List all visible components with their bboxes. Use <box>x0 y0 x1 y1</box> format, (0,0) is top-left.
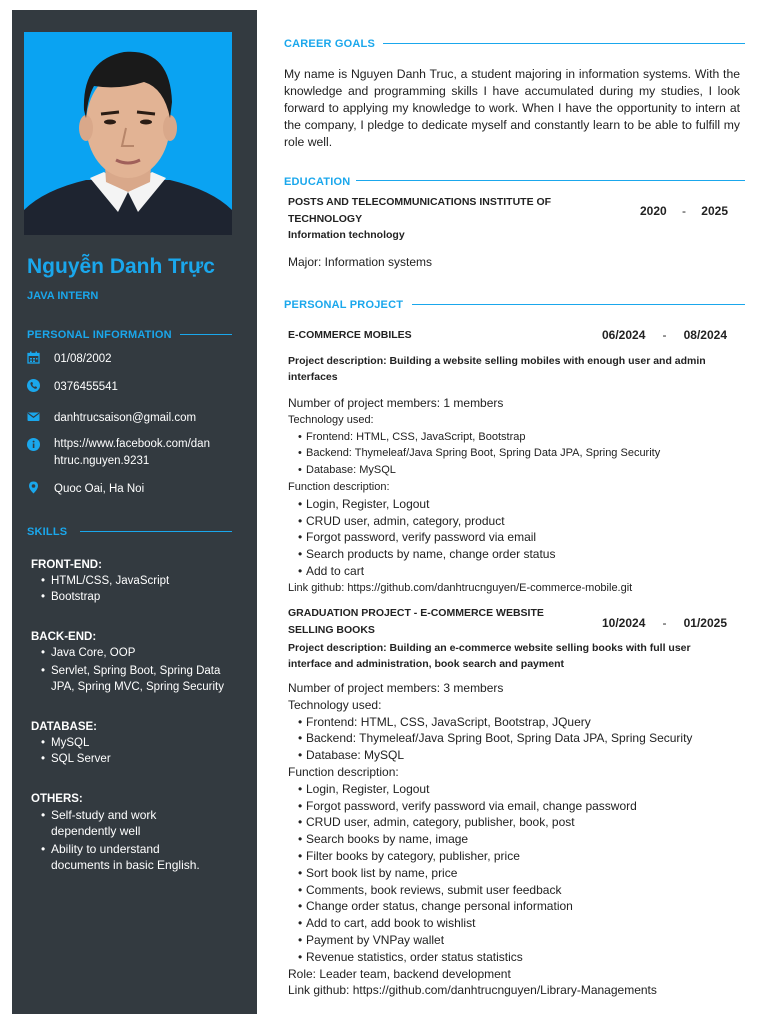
address-row <box>27 481 144 498</box>
email-icon <box>27 410 40 423</box>
location-pin-icon <box>27 481 40 494</box>
function-item: • Revenue statistics, order status statistics <box>288 949 738 966</box>
phone-row <box>27 379 118 396</box>
project-1-members: Number of project members: 1 members <box>288 396 504 410</box>
function-item: • Search books by name, image <box>288 831 738 848</box>
phone-text: 0376455541 <box>54 381 118 393</box>
function-item: • Login, Register, Logout <box>288 781 738 798</box>
facebook-row <box>27 436 210 470</box>
function-item: • Forgot password, verify password via email, change password <box>288 798 738 815</box>
education-divider <box>356 180 745 181</box>
skill-group-title: BACK-END: <box>31 631 97 643</box>
project-2-title-line1: GRADUATION PROJECT - E-COMMERCE WEBSITE <box>288 607 544 619</box>
project-2-github-link[interactable]: Link github: https://github.com/danhtrucnguyen/Library-Managements <box>288 983 657 998</box>
project-1-date-dash: - <box>662 328 667 342</box>
tech-item: • Frontend: HTML, CSS, JavaScript, Bootstrap <box>288 429 738 446</box>
career-goals-divider <box>383 43 745 44</box>
project-1-github-link[interactable]: Link github: https://github.com/danhtrucnguyen/E-commerce-mobile.git <box>288 581 633 594</box>
skill-item: • Servlet, Spring Boot, Spring Data <box>31 663 224 679</box>
skills-heading: SKILLS <box>27 526 68 538</box>
project-1-func-label: Function description: <box>288 480 390 493</box>
email-row <box>27 410 196 427</box>
skill-item: • Ability to understand <box>31 841 200 857</box>
skill-item: • MySQL <box>31 735 111 751</box>
project-2-title <box>288 605 578 639</box>
function-item: • CRUD user, admin, category, publisher, book, post <box>288 814 738 831</box>
tech-item: • Backend: Thymeleaf/Java Spring Boot, Spring Data JPA, Spring Security <box>288 445 738 462</box>
project-2-members: Number of project members: 3 members <box>288 681 504 695</box>
calendar-icon <box>27 351 40 364</box>
facebook-link-line2[interactable]: htruc.nguyen.9231 <box>54 455 150 467</box>
project-2-body <box>288 680 738 999</box>
email-text[interactable]: danhtrucsaison@gmail.com <box>54 412 197 424</box>
function-item: • Filter books by category, publisher, price <box>288 848 738 865</box>
skill-item: • SQL Server <box>31 751 111 767</box>
personal-info-divider <box>180 334 232 335</box>
project-1-body <box>288 395 738 597</box>
skill-group-frontend <box>31 559 169 605</box>
function-item: • Add to cart <box>288 563 738 580</box>
skill-group-others <box>31 793 200 873</box>
project-1-title: E-COMMERCE MOBILES <box>288 329 412 341</box>
skill-item-continued: JPA, Spring MVC, Spring Security <box>51 681 224 693</box>
function-item: • Sort book list by name, price <box>288 865 738 882</box>
tech-item: • Database: MySQL <box>288 747 738 764</box>
skills-divider <box>80 531 232 532</box>
facebook-link[interactable] <box>54 436 210 470</box>
project-2-func-label: Function description: <box>288 764 399 779</box>
education-start: 2020 <box>640 204 667 218</box>
address-text: Quoc Oai, Ha Noi <box>54 483 145 495</box>
phone-icon <box>27 379 40 392</box>
project-2-date-dash: - <box>662 616 667 630</box>
education-heading: EDUCATION <box>284 176 351 188</box>
project-2-tech-label: Technology used: <box>288 697 382 712</box>
projects-heading: PERSONAL PROJECT <box>284 299 404 311</box>
function-item: • Comments, book reviews, submit user feedback <box>288 882 738 899</box>
skill-group-database <box>31 721 111 767</box>
project-1-start: 06/2024 <box>602 328 646 342</box>
skill-group-title: DATABASE: <box>31 721 98 733</box>
school-name-line1: POSTS AND TELECOMMUNICATIONS INSTITUTE OF <box>288 196 552 208</box>
project-2-role: Role: Leader team, backend development <box>288 966 511 981</box>
career-goals-heading: CAREER GOALS <box>284 38 376 50</box>
project-2-title-line2: SELLING BOOKS <box>288 624 375 636</box>
profile-photo <box>24 32 232 235</box>
skill-item: • Java Core, OOP <box>31 645 224 661</box>
education-major: Major: Information systems <box>288 255 433 269</box>
projects-divider <box>412 304 745 305</box>
personal-info-heading: PERSONAL INFORMATION <box>27 329 172 341</box>
function-item: • Add to cart, add book to wishlist <box>288 915 738 932</box>
education-dates <box>640 204 728 218</box>
skill-item: • Self-study and work <box>31 807 200 823</box>
birthday-text: 01/08/2002 <box>54 353 112 365</box>
function-item: • Forgot password, verify password via email <box>288 529 738 546</box>
tech-item: • Backend: Thymeleaf/Java Spring Boot, Spring Data JPA, Spring Security <box>288 730 738 747</box>
skill-item-continued: dependently well <box>51 824 141 838</box>
education-date-dash: - <box>682 204 686 218</box>
project-1-tech-label: Technology used: <box>288 413 374 426</box>
skill-group-title: FRONT-END: <box>31 559 102 571</box>
project-1-description: Project description: Building a website selling mobiles with enough user and admin interfaces <box>288 355 706 383</box>
school-name-line2: TECHNOLOGY <box>288 213 363 225</box>
candidate-name: Nguyễn Danh Trực <box>27 255 215 278</box>
project-2-dates <box>602 616 727 630</box>
skill-group-title: OTHERS: <box>31 793 83 805</box>
project-1-end: 08/2024 <box>683 328 727 342</box>
function-item: • Change order status, change personal information <box>288 898 738 915</box>
education-field: Information technology <box>288 229 405 241</box>
school-name <box>288 194 588 228</box>
project-1-dates <box>602 328 727 342</box>
project-2-end: 01/2025 <box>683 616 727 630</box>
project-2-start: 10/2024 <box>602 616 646 630</box>
facebook-link-line1[interactable]: https://www.facebook.com/dan <box>54 438 210 450</box>
skill-item: • Bootstrap <box>31 589 169 605</box>
candidate-role: JAVA INTERN <box>27 290 99 302</box>
sidebar <box>12 10 257 1014</box>
project-2-description: Project description: Building an e-commerce website selling books with full user interface and administration, book search and payment <box>288 642 691 670</box>
function-item: • Login, Register, Logout <box>288 496 738 513</box>
skill-item-continued: documents in basic English. <box>51 858 200 872</box>
info-icon <box>27 438 40 451</box>
function-item: • Search products by name, change order status <box>288 546 738 563</box>
education-end: 2025 <box>701 204 728 218</box>
skill-item: • HTML/CSS, JavaScript <box>31 573 169 589</box>
tech-item: • Database: MySQL <box>288 462 738 479</box>
skill-group-backend <box>31 631 224 695</box>
function-item: • CRUD user, admin, category, product <box>288 513 738 530</box>
career-goals-text: My name is Nguyen Danh Truc, a student majoring in information systems. With the knowledge and programming skills I have accumulated during my studies, I look forward to applying my knowledge to work. When I have the opportunity to intern at the company, I pledge to dedicate myself and constantly learn to be able to fulfill my role well. <box>284 67 740 149</box>
function-item: • Payment by VNPay wallet <box>288 932 738 949</box>
tech-item: • Frontend: HTML, CSS, JavaScript, Bootstrap, JQuery <box>288 714 738 731</box>
birthday-row <box>27 351 112 368</box>
